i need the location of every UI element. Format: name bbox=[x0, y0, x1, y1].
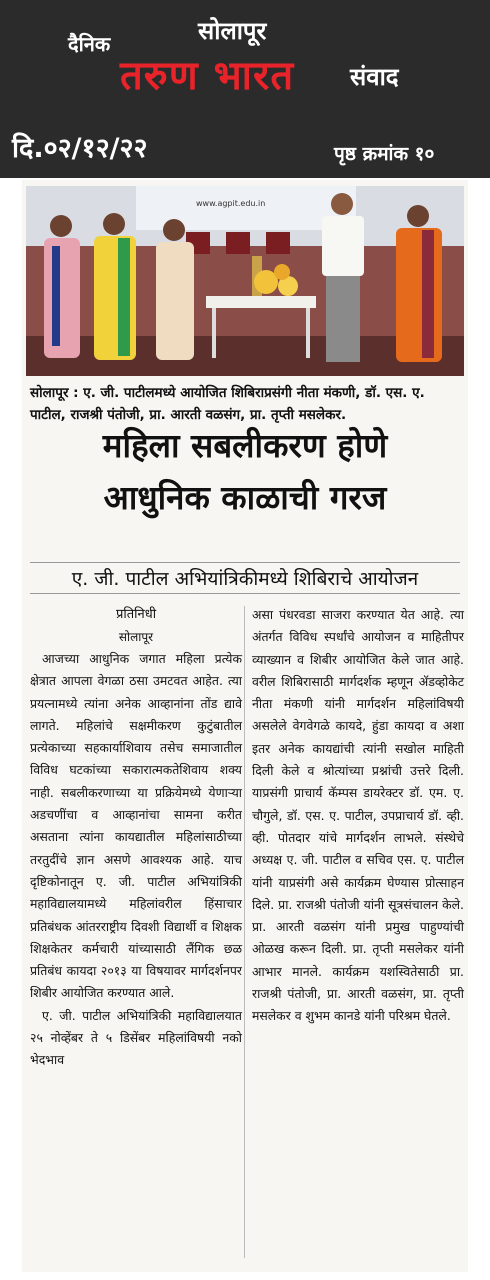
masthead-samvad: संवाद bbox=[350, 63, 399, 91]
article-column-left bbox=[30, 604, 242, 1072]
masthead bbox=[0, 0, 490, 178]
article-paragraph-3: असा पंधरवडा साजरा करण्यात येत आहे. त्या अंतर्गत विविध स्पर्धांचे आयोजन व माहितीपर व्याख्यान व शिबीर आयोजित केले जात आहे. वरील शिबिरासाठी मार्गदर्शक म्हणून ॲडव्होकेट नीता मंकणी यांनी मार्गदर्शन महिलांविषयी असलेले वेगवेगळे कायदे, हुंडा कायदा व अशा इतर अनेक कायद्यांची त्यांनी सखोल माहिती दिली केले व श्रोत्यांच्या प्रश्नांची उत्तरे दिली. याप्रसंगी प्राचार्य कॅम्पस डायरेक्टर डॉ. एम. ए. चौगुले, डॉ. एस. ए. पाटील, उपप्राचार्य डॉ. व्ही. व्ही. पोतदार यांचे मार्गदर्शन लाभले. संस्थेचे अध्यक्ष ए. जी. पाटील व सचिव एस. ए. पाटील यांनी याप्रसंगी असे कार्यक्रम घेण्यास प्रोत्साहन दिले. प्रा. राजश्री पंतोजी यांनी सूत्रसंचालन केले. प्रा. आरती वळसंग यांनी प्रमुख पाहुण्यांची ओळख करून दिली. प्रा. तृप्ती मसलेकर यांनी आभार मानले. कार्यक्रम यशस्वितेसाठी प्रा. राजश्री पंतोजी, प्रा. आरती वळसंग, प्रा. तृप्ती मसलेकर व शुभम कानडे यांनी परिश्रम घेतले. bbox=[252, 607, 464, 1024]
page-number: पृष्ठ क्रमांक १० bbox=[334, 143, 435, 165]
banner-text: www.agpit.edu.in bbox=[196, 199, 266, 208]
article-paragraph-1: आजच्या आधुनिक जगात महिला प्रत्येक क्षेत्रात आपला वेगळा ठसा उमटवत आहेत. त्या प्रयत्नामध्ये त्यांना अनेक आव्हानांना तोंड द्यावे लागते. महिलांचे सक्षमीकरण कुटुंबातील प्रत्येकाच्या सहकार्याशिवाय तसेच समाजातील विविध घटकांच्या सकारात्मकतेशिवाय शक्य नाही. सबलीकरणाच्या या प्रक्रियेमध्ये येणाऱ्या अडचणींचा व आव्हानांचा सामना करीत असताना त्यांना कायद्यातील महिलांसाठीच्या तरतुदींचे ज्ञान असणे आवश्यक आहे. याच दृष्टिकोनातून ए. जी. पाटील अभियांत्रिकी महाविद्यालयामध्ये महिलांवरील हिंसाचार प्रतिबंधक आंतरराष्ट्रीय दिवशी विद्यार्थी व शिक्षक शिक्षकेतर कर्मचारी यांच्यासाठी लैंगिक छळ प्रतिबंध कायदा २०१३ या विषयावर मार्गदर्शनपर शिबीर आयोजित करण्यात आले. bbox=[30, 651, 242, 1001]
photo-caption: सोलापूर : ए. जी. पाटीलमध्ये आयोजित शिबिराप्रसंगी नीता मंकणी, डॉ. एस. ए. पाटील, राजश्री पंतोजी, प्रा. आरती वळसंग, प्रा. तृप्ती मसलेकर. bbox=[30, 385, 425, 423]
article-column-right bbox=[252, 604, 464, 1028]
issue-date: दि.०२/१२/२२ bbox=[12, 133, 148, 164]
event-photo bbox=[26, 186, 464, 376]
masthead-dainik: दैनिक bbox=[68, 32, 111, 56]
masthead-city: सोलापूर bbox=[198, 17, 267, 45]
byline-reporter: प्रतिनिधी bbox=[115, 607, 157, 622]
headline-line-2: आधुनिक काळाची गरज bbox=[103, 478, 387, 517]
headline bbox=[30, 420, 460, 524]
article-paragraph-2: ए. जी. पाटील अभियांत्रिकी महाविद्यालयात २५ नोव्हेंबर ते ५ डिसेंबर महिलांविषयी नको भेदभाव bbox=[30, 1007, 242, 1068]
subheadline: ए. जी. पाटील अभियांत्रिकीमध्ये शिबिराचे आयोजन bbox=[30, 562, 460, 594]
headline-line-1: महिला सबलीकरण होणे bbox=[102, 426, 388, 465]
byline-place: सोलापूर bbox=[118, 630, 154, 644]
newspaper-title: तरुण भारत bbox=[120, 53, 295, 99]
column-divider bbox=[244, 606, 245, 1258]
event-photo-illustration bbox=[26, 186, 464, 376]
